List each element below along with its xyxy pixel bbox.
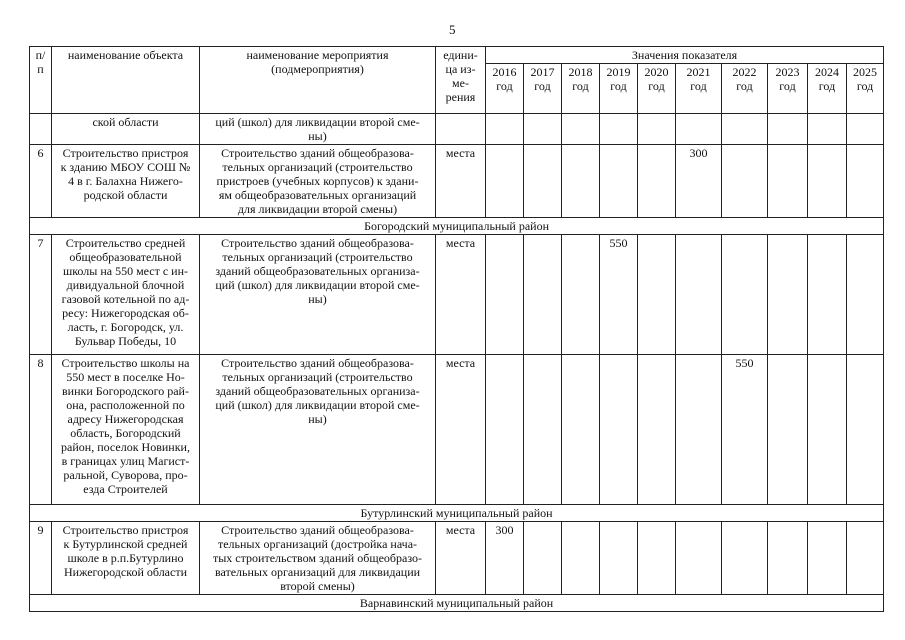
value-cell [524,522,562,595]
value-cell [768,114,808,145]
value-cell: 300 [676,145,722,218]
section-label: Богородский муниципальный район [30,218,884,235]
value-cell [768,145,808,218]
value-cell [722,145,768,218]
header-year-1: 2017 год [524,64,562,114]
header-year-2: 2018 год [562,64,600,114]
value-cell [808,235,847,355]
object-name: Строительство средней общеобразовательной школы на 550 мест с ин- дивидуальной блочной газовой котельной по ад- ресу: Нижегородская об- ласть, г. Богородск, ул. Бульвар Победы, 10 [52,235,200,355]
activity-name: Строительство зданий общеобразова- тельных организаций (строительство зданий общеобразовательных организа- ций (школ) для ликвидации второй сме- ны) [200,235,436,355]
table-body [30,114,884,612]
indicator-table [29,46,884,612]
value-cell [847,114,884,145]
value-cell: 550 [600,235,638,355]
value-cell [847,145,884,218]
value-cell [562,114,600,145]
header-row-top [30,47,884,64]
value-cell [638,355,676,505]
row-number: 7 [30,235,52,355]
object-name: Строительство пристроя к Бутурлинской средней школе в р.п.Бутурлино Нижегородской области [52,522,200,595]
value-cell [562,235,600,355]
value-cell [638,235,676,355]
row-number: 6 [30,145,52,218]
value-cell [808,114,847,145]
value-cell [486,355,524,505]
unit: места [436,145,486,218]
header-year-0: 2016 год [486,64,524,114]
header-year-7: 2023 год [768,64,808,114]
section-label: Бутурлинский муниципальный район [30,505,884,522]
value-cell [722,522,768,595]
header-year-8: 2024 год [808,64,847,114]
header-num: п/ п [30,47,52,114]
value-cell [486,145,524,218]
value-cell [676,355,722,505]
activity-name: Строительство зданий общеобразова- тельных организаций (строительство пристроев (учебных корпусов) к здани- ям общеобразовательных организаций для ликвидации второй смены) [200,145,436,218]
row-number [30,114,52,145]
unit [436,114,486,145]
value-cell [808,522,847,595]
value-cell [847,522,884,595]
table-row [30,355,884,505]
value-cell [847,355,884,505]
header-values: Значения показателя [486,47,884,64]
page-number: 5 [449,22,456,37]
section-label: Варнавинский муниципальный район [30,595,884,612]
value-cell [722,235,768,355]
value-cell [768,522,808,595]
unit: места [436,522,486,595]
value-cell: 300 [486,522,524,595]
table-row [30,235,884,355]
header-year-9: 2025 год [847,64,884,114]
table-row [30,114,884,145]
table-row [30,145,884,218]
header-unit: едини- ца из- ме- рения [436,47,486,114]
value-cell [638,522,676,595]
value-cell [524,114,562,145]
value-cell: 550 [722,355,768,505]
value-cell [562,145,600,218]
object-name: ской области [52,114,200,145]
value-cell [524,235,562,355]
object-name: Строительство школы на 550 мест в поселке Но- винки Богородского рай- она, расположенной по адресу Нижегородская область, Богородский район, поселок Новинки, в границах улиц Магист- ральной, Суворова, про- езда Строителей [52,355,200,505]
value-cell [600,522,638,595]
header-object: наименование объекта [52,47,200,114]
value-cell [638,145,676,218]
value-cell [722,114,768,145]
value-cell [676,235,722,355]
value-cell [600,114,638,145]
value-cell [524,355,562,505]
activity-name: Строительство зданий общеобразова- тельных организаций (достройка нача- тых строительством зданий общеобразо- вательных организаций для ликвидации второй смены) [200,522,436,595]
value-cell [808,145,847,218]
header-year-5: 2021 год [676,64,722,114]
activity-name: Строительство зданий общеобразова- тельных организаций (строительство зданий общеобразовательных организа- ций (школ) для ликвидации второй сме- ны) [200,355,436,505]
table-row [30,522,884,595]
value-cell [562,522,600,595]
row-number: 8 [30,355,52,505]
value-cell [768,235,808,355]
value-cell [676,114,722,145]
value-cell [808,355,847,505]
value-cell [486,114,524,145]
value-cell [676,522,722,595]
section-row [30,505,884,522]
row-number: 9 [30,522,52,595]
object-name: Строительство пристроя к зданию МБОУ СОШ № 4 в г. Балахна Нижего- родской области [52,145,200,218]
header-year-4: 2020 год [638,64,676,114]
header-year-3: 2019 год [600,64,638,114]
value-cell [600,145,638,218]
unit: места [436,355,486,505]
value-cell [562,355,600,505]
header-activity: наименование мероприятия (подмероприятия) [200,47,436,114]
header-year-6: 2022 год [722,64,768,114]
value-cell [847,235,884,355]
value-cell [768,355,808,505]
unit: места [436,235,486,355]
value-cell [524,145,562,218]
value-cell [600,355,638,505]
value-cell [486,235,524,355]
section-row [30,595,884,612]
section-row [30,218,884,235]
activity-name: ций (школ) для ликвидации второй сме- ны) [200,114,436,145]
value-cell [638,114,676,145]
